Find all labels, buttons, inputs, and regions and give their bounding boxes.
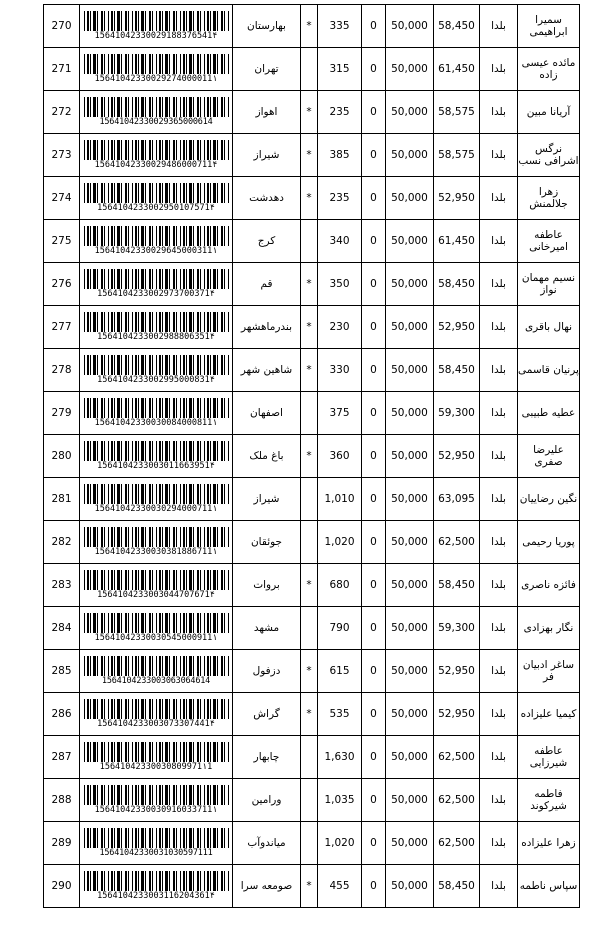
cell-amount-base: 50,000 bbox=[386, 306, 434, 349]
barcode-number: 1564104233003116204361۴ bbox=[97, 890, 215, 901]
shipments-table bbox=[43, 4, 580, 908]
cell-weight: 1,035 bbox=[318, 779, 362, 822]
cell-weight: 375 bbox=[318, 392, 362, 435]
cell-zero: 0 bbox=[362, 736, 386, 779]
cell-name: فائزه ناصری bbox=[518, 564, 580, 607]
cell-city: دهدشت bbox=[233, 177, 301, 220]
cell-star: * bbox=[301, 134, 318, 177]
cell-barcode bbox=[80, 607, 233, 650]
barcode-number: 15641042330029645000311۱ bbox=[94, 245, 218, 256]
cell-name: نگین رضاییان bbox=[518, 478, 580, 521]
cell-barcode bbox=[80, 177, 233, 220]
cell-name: مائده عیسی زاده bbox=[518, 48, 580, 91]
cell-name: پوریا رحیمی bbox=[518, 521, 580, 564]
cell-barcode bbox=[80, 134, 233, 177]
cell-amount-base: 50,000 bbox=[386, 521, 434, 564]
cell-barcode bbox=[80, 263, 233, 306]
cell-zero: 0 bbox=[362, 177, 386, 220]
barcode-number: 15641042330030381886711۱ bbox=[94, 546, 218, 557]
barcode-image bbox=[84, 97, 229, 117]
cell-service: بلدا bbox=[480, 865, 518, 908]
barcode-number: 1564104233002973700371۴ bbox=[97, 288, 215, 299]
cell-barcode bbox=[80, 392, 233, 435]
barcode-number: 15641042330031030597111 bbox=[99, 847, 213, 858]
barcode-number: 15641042330029188376541۴ bbox=[94, 30, 218, 41]
table-row bbox=[44, 349, 580, 392]
barcode-number: 15641042330030809971۱1 bbox=[99, 761, 213, 772]
cell-zero: 0 bbox=[362, 91, 386, 134]
table-row bbox=[44, 392, 580, 435]
cell-row-number: 273 bbox=[44, 134, 80, 177]
cell-star bbox=[301, 822, 318, 865]
table-row bbox=[44, 177, 580, 220]
cell-name: نهال باقری bbox=[518, 306, 580, 349]
barcode-image bbox=[84, 226, 229, 246]
barcode-image bbox=[84, 54, 229, 74]
cell-amount-base: 50,000 bbox=[386, 435, 434, 478]
cell-amount-base: 50,000 bbox=[386, 48, 434, 91]
cell-service: بلدا bbox=[480, 822, 518, 865]
cell-star: * bbox=[301, 693, 318, 736]
cell-amount-total: 58,575 bbox=[434, 134, 480, 177]
cell-barcode bbox=[80, 435, 233, 478]
cell-service: بلدا bbox=[480, 134, 518, 177]
cell-weight: 385 bbox=[318, 134, 362, 177]
cell-service: بلدا bbox=[480, 521, 518, 564]
cell-name: عاطفه شیرزایی bbox=[518, 736, 580, 779]
cell-barcode bbox=[80, 779, 233, 822]
barcode-image bbox=[84, 11, 229, 31]
cell-city: بروات bbox=[233, 564, 301, 607]
barcode-image bbox=[84, 183, 229, 203]
cell-star: * bbox=[301, 349, 318, 392]
cell-star: * bbox=[301, 435, 318, 478]
cell-service: بلدا bbox=[480, 5, 518, 48]
table-row bbox=[44, 91, 580, 134]
cell-name: فاطمه شیرکوند bbox=[518, 779, 580, 822]
barcode-image bbox=[84, 269, 229, 289]
cell-zero: 0 bbox=[362, 564, 386, 607]
cell-barcode bbox=[80, 91, 233, 134]
cell-name: عطیه طبیبی bbox=[518, 392, 580, 435]
cell-city: کرج bbox=[233, 220, 301, 263]
cell-star bbox=[301, 220, 318, 263]
table-row bbox=[44, 779, 580, 822]
cell-weight: 230 bbox=[318, 306, 362, 349]
table-row bbox=[44, 865, 580, 908]
cell-name: پرنیان قاسمی bbox=[518, 349, 580, 392]
cell-star bbox=[301, 607, 318, 650]
cell-zero: 0 bbox=[362, 521, 386, 564]
cell-weight: 330 bbox=[318, 349, 362, 392]
table-row bbox=[44, 650, 580, 693]
cell-city: شاهین شهر bbox=[233, 349, 301, 392]
cell-row-number: 286 bbox=[44, 693, 80, 736]
cell-service: بلدا bbox=[480, 220, 518, 263]
barcode-image bbox=[84, 312, 229, 332]
cell-star: * bbox=[301, 865, 318, 908]
cell-amount-base: 50,000 bbox=[386, 349, 434, 392]
cell-service: بلدا bbox=[480, 564, 518, 607]
cell-star: * bbox=[301, 564, 318, 607]
cell-service: بلدا bbox=[480, 177, 518, 220]
cell-amount-total: 62,500 bbox=[434, 779, 480, 822]
cell-row-number: 277 bbox=[44, 306, 80, 349]
cell-weight: 350 bbox=[318, 263, 362, 306]
cell-barcode bbox=[80, 736, 233, 779]
barcode-number: 15641042330030084000811۱ bbox=[94, 417, 218, 428]
cell-name: زهرا جلالمنش bbox=[518, 177, 580, 220]
cell-barcode bbox=[80, 865, 233, 908]
table-row bbox=[44, 134, 580, 177]
barcode-image bbox=[84, 441, 229, 461]
cell-row-number: 274 bbox=[44, 177, 80, 220]
barcode-number: 15641042330030294000711۱ bbox=[94, 503, 218, 514]
cell-name: نسیم مهمان نواز bbox=[518, 263, 580, 306]
cell-row-number: 283 bbox=[44, 564, 80, 607]
cell-amount-base: 50,000 bbox=[386, 779, 434, 822]
barcode-number: 15641042330030545000911۱ bbox=[94, 632, 218, 643]
barcode-image bbox=[84, 527, 229, 547]
cell-city: اهواز bbox=[233, 91, 301, 134]
cell-zero: 0 bbox=[362, 779, 386, 822]
table-row bbox=[44, 822, 580, 865]
cell-city: مشهد bbox=[233, 607, 301, 650]
cell-city: شیراز bbox=[233, 134, 301, 177]
cell-name: سمیرا ابراهیمی bbox=[518, 5, 580, 48]
cell-zero: 0 bbox=[362, 865, 386, 908]
cell-weight: 315 bbox=[318, 48, 362, 91]
barcode-number: 1564104233003063064614 bbox=[101, 675, 211, 686]
cell-star: * bbox=[301, 306, 318, 349]
barcode-image bbox=[84, 699, 229, 719]
cell-zero: 0 bbox=[362, 306, 386, 349]
cell-city: دزفول bbox=[233, 650, 301, 693]
cell-service: بلدا bbox=[480, 263, 518, 306]
cell-city: صومعه سرا bbox=[233, 865, 301, 908]
table-row bbox=[44, 564, 580, 607]
cell-city: چابهار bbox=[233, 736, 301, 779]
cell-row-number: 270 bbox=[44, 5, 80, 48]
barcode-image bbox=[84, 656, 229, 676]
cell-zero: 0 bbox=[362, 392, 386, 435]
barcode-number: 1564104233003044707671۴ bbox=[97, 589, 215, 600]
cell-city: تهران bbox=[233, 48, 301, 91]
cell-name: زهرا علیزاده bbox=[518, 822, 580, 865]
cell-service: بلدا bbox=[480, 650, 518, 693]
cell-row-number: 282 bbox=[44, 521, 80, 564]
cell-service: بلدا bbox=[480, 736, 518, 779]
cell-barcode bbox=[80, 478, 233, 521]
barcode-number: 1564104233002950107571۴ bbox=[97, 202, 215, 213]
cell-city: اصفهان bbox=[233, 392, 301, 435]
cell-row-number: 279 bbox=[44, 392, 80, 435]
cell-city: میاندوآب bbox=[233, 822, 301, 865]
cell-city: شیراز bbox=[233, 478, 301, 521]
barcode-image bbox=[84, 140, 229, 160]
cell-service: بلدا bbox=[480, 478, 518, 521]
barcode-image bbox=[84, 785, 229, 805]
barcode-image bbox=[84, 871, 229, 891]
barcode-image bbox=[84, 742, 229, 762]
cell-zero: 0 bbox=[362, 220, 386, 263]
cell-row-number: 284 bbox=[44, 607, 80, 650]
cell-star bbox=[301, 392, 318, 435]
cell-row-number: 271 bbox=[44, 48, 80, 91]
barcode-number: 1564104233002988806351۴ bbox=[97, 331, 215, 342]
cell-city: جوئقان bbox=[233, 521, 301, 564]
cell-weight: 1,630 bbox=[318, 736, 362, 779]
cell-zero: 0 bbox=[362, 48, 386, 91]
cell-name: علیرضا صفری bbox=[518, 435, 580, 478]
cell-amount-total: 62,500 bbox=[434, 822, 480, 865]
table-row bbox=[44, 478, 580, 521]
cell-city: ورامین bbox=[233, 779, 301, 822]
table-row bbox=[44, 263, 580, 306]
cell-name: نگار بهزادی bbox=[518, 607, 580, 650]
cell-star: * bbox=[301, 263, 318, 306]
cell-row-number: 276 bbox=[44, 263, 80, 306]
cell-amount-total: 63,095 bbox=[434, 478, 480, 521]
cell-row-number: 281 bbox=[44, 478, 80, 521]
cell-star bbox=[301, 521, 318, 564]
cell-weight: 1,020 bbox=[318, 822, 362, 865]
cell-amount-total: 58,450 bbox=[434, 263, 480, 306]
table-row bbox=[44, 220, 580, 263]
cell-service: بلدا bbox=[480, 607, 518, 650]
cell-amount-total: 52,950 bbox=[434, 650, 480, 693]
cell-row-number: 280 bbox=[44, 435, 80, 478]
cell-amount-base: 50,000 bbox=[386, 263, 434, 306]
cell-zero: 0 bbox=[362, 5, 386, 48]
cell-weight: 360 bbox=[318, 435, 362, 478]
cell-service: بلدا bbox=[480, 349, 518, 392]
cell-weight: 535 bbox=[318, 693, 362, 736]
cell-amount-total: 52,950 bbox=[434, 177, 480, 220]
cell-zero: 0 bbox=[362, 263, 386, 306]
cell-row-number: 285 bbox=[44, 650, 80, 693]
cell-amount-total: 58,450 bbox=[434, 564, 480, 607]
cell-star bbox=[301, 478, 318, 521]
cell-service: بلدا bbox=[480, 48, 518, 91]
cell-amount-total: 59,300 bbox=[434, 607, 480, 650]
cell-weight: 1,020 bbox=[318, 521, 362, 564]
cell-barcode bbox=[80, 693, 233, 736]
cell-name: نرگس اشرافی نسب bbox=[518, 134, 580, 177]
cell-amount-base: 50,000 bbox=[386, 865, 434, 908]
cell-row-number: 278 bbox=[44, 349, 80, 392]
cell-star: * bbox=[301, 177, 318, 220]
cell-weight: 235 bbox=[318, 91, 362, 134]
cell-star: * bbox=[301, 91, 318, 134]
cell-city: قم bbox=[233, 263, 301, 306]
cell-star: * bbox=[301, 650, 318, 693]
cell-weight: 790 bbox=[318, 607, 362, 650]
cell-name: آریانا مبین bbox=[518, 91, 580, 134]
cell-weight: 1,010 bbox=[318, 478, 362, 521]
cell-amount-base: 50,000 bbox=[386, 392, 434, 435]
cell-amount-total: 52,950 bbox=[434, 435, 480, 478]
table-row bbox=[44, 435, 580, 478]
barcode-image bbox=[84, 355, 229, 375]
cell-service: بلدا bbox=[480, 306, 518, 349]
cell-amount-total: 61,450 bbox=[434, 48, 480, 91]
cell-row-number: 287 bbox=[44, 736, 80, 779]
table-row bbox=[44, 521, 580, 564]
cell-amount-total: 58,575 bbox=[434, 91, 480, 134]
cell-city: بندرماهشهر bbox=[233, 306, 301, 349]
cell-weight: 235 bbox=[318, 177, 362, 220]
cell-zero: 0 bbox=[362, 349, 386, 392]
cell-row-number: 275 bbox=[44, 220, 80, 263]
cell-amount-total: 58,450 bbox=[434, 5, 480, 48]
cell-weight: 615 bbox=[318, 650, 362, 693]
cell-city: گراش bbox=[233, 693, 301, 736]
barcode-image bbox=[84, 570, 229, 590]
cell-star: * bbox=[301, 5, 318, 48]
barcode-number: 15641042330029486000711۴ bbox=[94, 159, 218, 170]
cell-barcode bbox=[80, 349, 233, 392]
barcode-image bbox=[84, 398, 229, 418]
cell-barcode bbox=[80, 5, 233, 48]
cell-zero: 0 bbox=[362, 607, 386, 650]
cell-service: بلدا bbox=[480, 91, 518, 134]
cell-name: کیمیا علیزاده bbox=[518, 693, 580, 736]
cell-barcode bbox=[80, 48, 233, 91]
cell-service: بلدا bbox=[480, 392, 518, 435]
cell-amount-total: 59,300 bbox=[434, 392, 480, 435]
table-row bbox=[44, 5, 580, 48]
cell-amount-base: 50,000 bbox=[386, 220, 434, 263]
cell-zero: 0 bbox=[362, 822, 386, 865]
cell-city: بهارستان bbox=[233, 5, 301, 48]
cell-amount-total: 52,950 bbox=[434, 693, 480, 736]
cell-row-number: 290 bbox=[44, 865, 80, 908]
cell-amount-base: 50,000 bbox=[386, 177, 434, 220]
barcode-number: 15641042330029274000011۱ bbox=[94, 73, 218, 84]
barcode-number: 1564104233002995000831۴ bbox=[97, 374, 215, 385]
cell-amount-total: 62,500 bbox=[434, 521, 480, 564]
barcode-number: 15641042330029365000614 bbox=[99, 116, 213, 127]
cell-zero: 0 bbox=[362, 478, 386, 521]
table-row bbox=[44, 693, 580, 736]
cell-zero: 0 bbox=[362, 134, 386, 177]
cell-name: ساغر ادبیان فر bbox=[518, 650, 580, 693]
cell-barcode bbox=[80, 220, 233, 263]
cell-amount-total: 62,500 bbox=[434, 736, 480, 779]
cell-amount-base: 50,000 bbox=[386, 693, 434, 736]
cell-amount-base: 50,000 bbox=[386, 478, 434, 521]
cell-star bbox=[301, 736, 318, 779]
table-row bbox=[44, 736, 580, 779]
cell-amount-base: 50,000 bbox=[386, 5, 434, 48]
cell-name: سپاس ناطمه bbox=[518, 865, 580, 908]
cell-star bbox=[301, 779, 318, 822]
table-row bbox=[44, 306, 580, 349]
cell-amount-base: 50,000 bbox=[386, 91, 434, 134]
cell-service: بلدا bbox=[480, 435, 518, 478]
cell-barcode bbox=[80, 822, 233, 865]
barcode-image bbox=[84, 613, 229, 633]
cell-amount-total: 52,950 bbox=[434, 306, 480, 349]
table-row bbox=[44, 607, 580, 650]
cell-weight: 680 bbox=[318, 564, 362, 607]
shipments-table-body bbox=[44, 5, 580, 908]
cell-barcode bbox=[80, 306, 233, 349]
cell-name: عاطفه امیرخانی bbox=[518, 220, 580, 263]
cell-barcode bbox=[80, 564, 233, 607]
cell-amount-total: 61,450 bbox=[434, 220, 480, 263]
cell-weight: 335 bbox=[318, 5, 362, 48]
barcode-image bbox=[84, 484, 229, 504]
cell-row-number: 289 bbox=[44, 822, 80, 865]
cell-amount-base: 50,000 bbox=[386, 650, 434, 693]
cell-zero: 0 bbox=[362, 435, 386, 478]
cell-weight: 340 bbox=[318, 220, 362, 263]
cell-barcode bbox=[80, 650, 233, 693]
barcode-number: 1564104233003073307441۴ bbox=[97, 718, 215, 729]
cell-zero: 0 bbox=[362, 650, 386, 693]
barcode-number: 15641042330030916033711۱ bbox=[94, 804, 218, 815]
cell-zero: 0 bbox=[362, 693, 386, 736]
cell-weight: 455 bbox=[318, 865, 362, 908]
cell-star bbox=[301, 48, 318, 91]
cell-service: بلدا bbox=[480, 779, 518, 822]
cell-amount-total: 58,450 bbox=[434, 349, 480, 392]
cell-row-number: 272 bbox=[44, 91, 80, 134]
cell-barcode bbox=[80, 521, 233, 564]
cell-row-number: 288 bbox=[44, 779, 80, 822]
cell-amount-base: 50,000 bbox=[386, 564, 434, 607]
barcode-image bbox=[84, 828, 229, 848]
cell-service: بلدا bbox=[480, 693, 518, 736]
cell-city: باغ ملک bbox=[233, 435, 301, 478]
cell-amount-base: 50,000 bbox=[386, 607, 434, 650]
barcode-number: 1564104233003011663951۴ bbox=[97, 460, 215, 471]
cell-amount-base: 50,000 bbox=[386, 822, 434, 865]
cell-amount-total: 58,450 bbox=[434, 865, 480, 908]
cell-amount-base: 50,000 bbox=[386, 736, 434, 779]
table-row bbox=[44, 48, 580, 91]
cell-amount-base: 50,000 bbox=[386, 134, 434, 177]
